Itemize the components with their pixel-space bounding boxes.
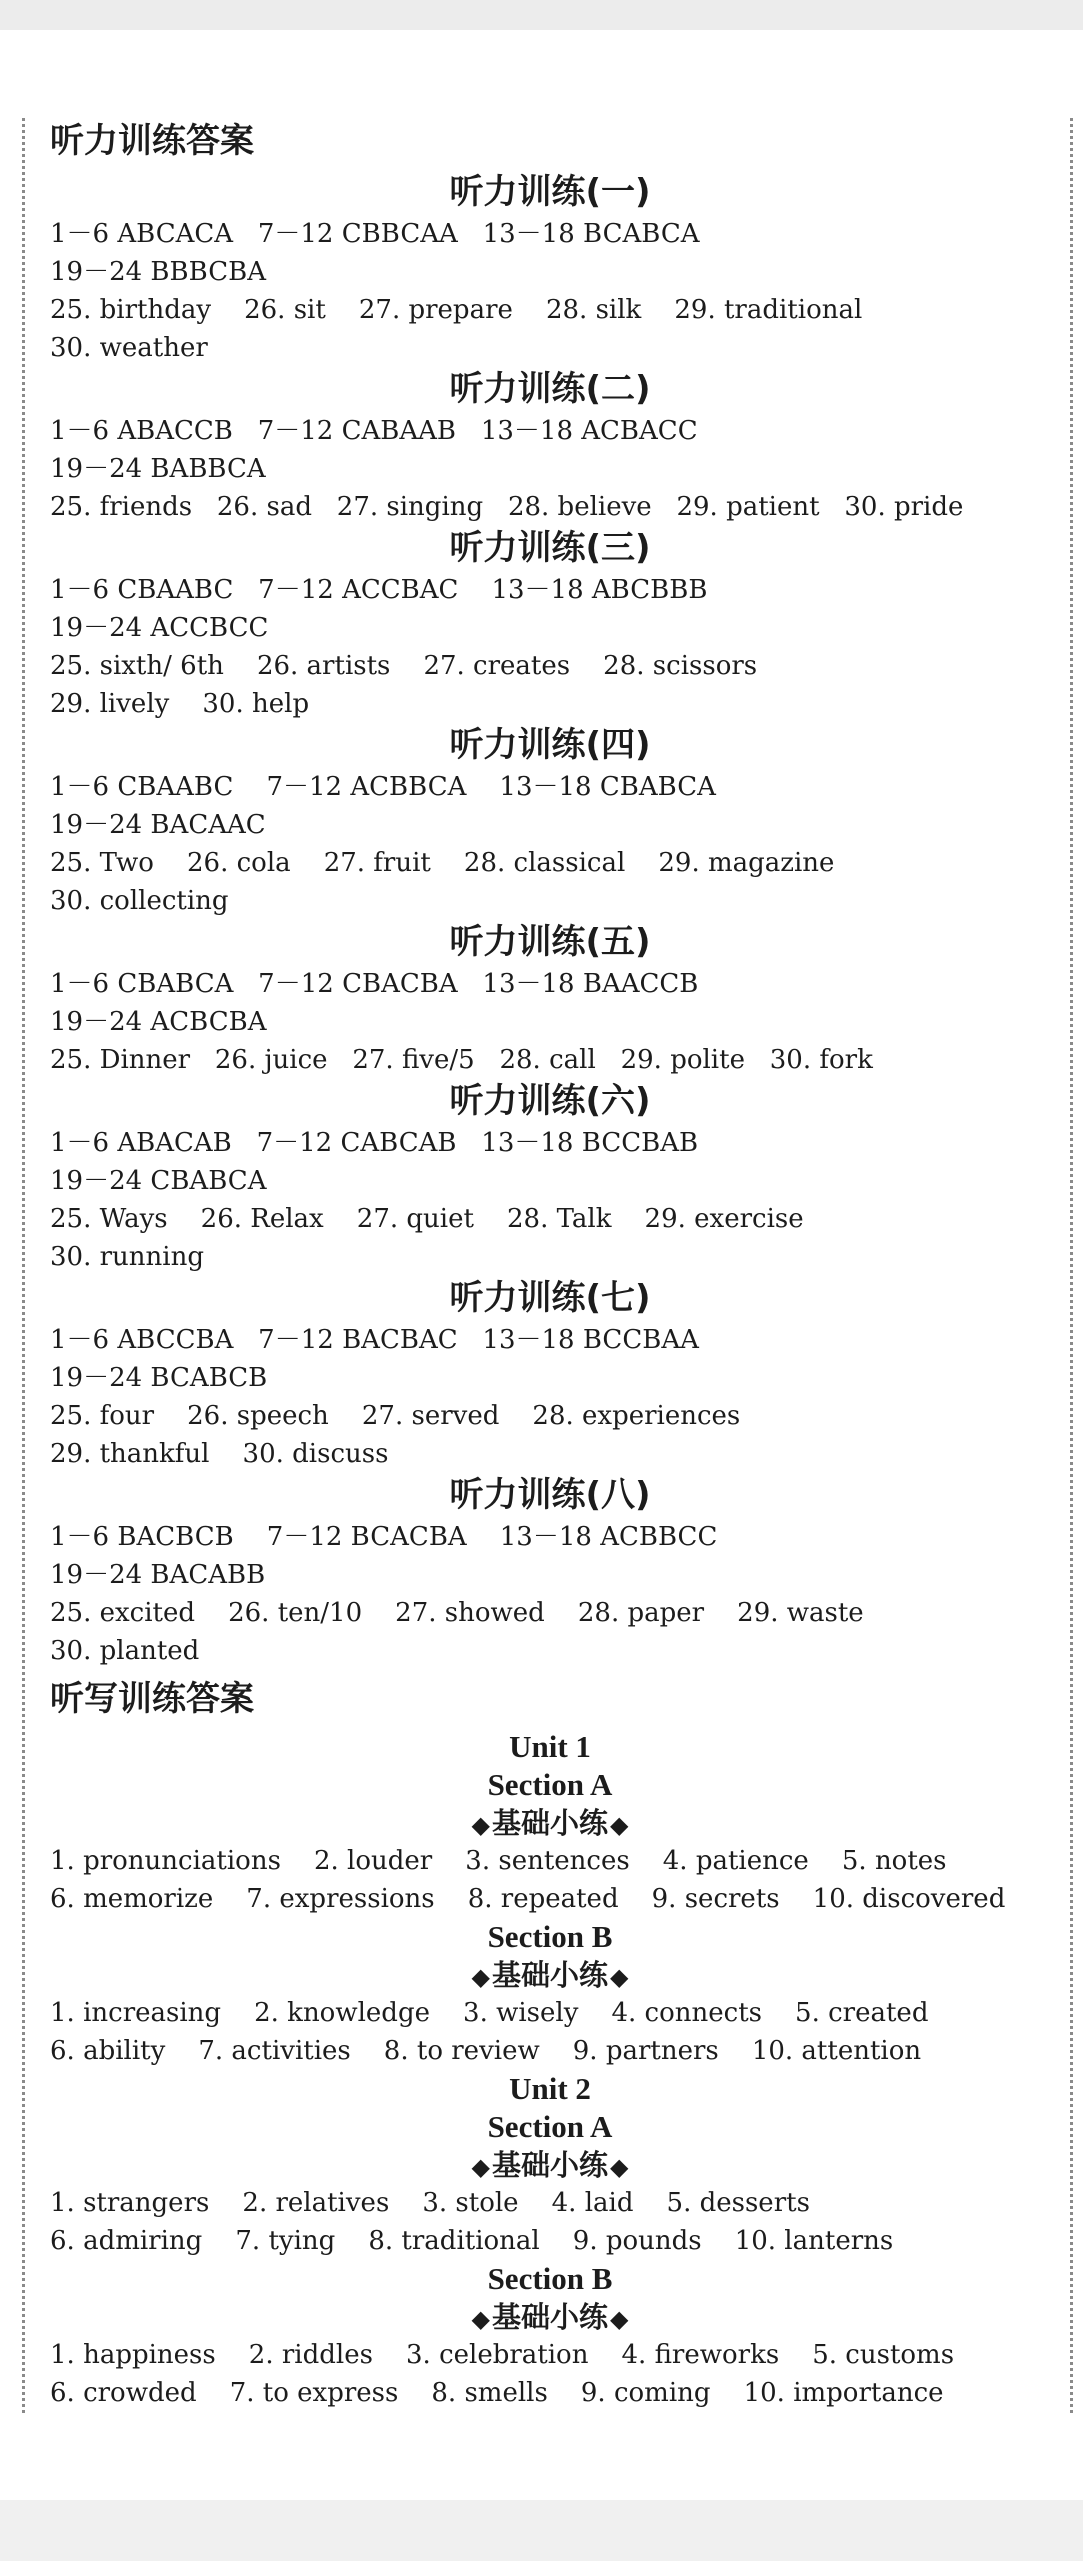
answer-line: 1－6 ABCACA 7－12 CBBCAA 13－18 BCABCA xyxy=(50,219,700,249)
basics-label-text: 基础小练 xyxy=(491,1806,608,1840)
answer-line: 19－24 CBABCA xyxy=(50,1166,267,1196)
diamond-icon: ◆ xyxy=(610,2305,629,2333)
listening-set-3 xyxy=(50,526,1050,723)
listening-set-title: 听力训练(八) xyxy=(449,1475,651,1515)
listening-set-title: 听力训练(四) xyxy=(449,725,651,765)
answer-line: 1－6 ABACAB 7－12 CABCAB 13－18 BCCBAB xyxy=(50,1128,699,1158)
answer-line: 1－6 CBAABC 7－12 ACCBAC 13－18 ABCBBB xyxy=(50,575,708,605)
diamond-icon: ◆ xyxy=(471,1811,490,1839)
answer-line: 30. running xyxy=(50,1242,204,1272)
diamond-icon: ◆ xyxy=(471,2153,490,2181)
answer-line: 6. memorize 7. expressions 8. repeated 9. secrets 10. discovered xyxy=(50,1884,1006,1914)
section-title: Section A xyxy=(487,1767,613,1802)
right-dotted-rule xyxy=(1070,118,1073,2413)
diamond-icon: ◆ xyxy=(471,2305,490,2333)
answer-line: 1. increasing 2. knowledge 3. wisely 4. connects 5. created xyxy=(50,1998,929,2028)
left-dotted-rule xyxy=(22,118,25,2413)
answer-line: 1. happiness 2. riddles 3. celebration 4. fireworks 5. customs xyxy=(50,2340,955,2370)
unit-title: Unit 2 xyxy=(509,2071,591,2106)
diamond-icon: ◆ xyxy=(471,1963,490,1991)
answer-line: 25. birthday 26. sit 27. prepare 28. silk 29. traditional xyxy=(50,295,863,325)
answer-line: 25. four 26. speech 27. served 28. experiences xyxy=(50,1401,741,1431)
listening-set-6 xyxy=(50,1079,1050,1276)
basics-practice-label xyxy=(50,2146,1050,2184)
answer-line: 30. weather xyxy=(50,333,208,363)
listening-set-title: 听力训练(二) xyxy=(449,369,651,409)
answer-line: 1－6 ABCCBA 7－12 BACBAC 13－18 BCCBAA xyxy=(50,1325,699,1355)
answer-line: 6. crowded 7. to express 8. smells 9. coming 10. importance xyxy=(50,2378,944,2408)
basics-practice-label xyxy=(50,1956,1050,1994)
dictation-answers-heading: 听写训练答案 xyxy=(50,1679,254,1719)
top-margin xyxy=(0,0,1083,30)
answer-line: 19－24 BCABCB xyxy=(50,1363,268,1393)
answer-line: 25. Two 26. cola 27. fruit 28. classical 29. magazine xyxy=(50,848,835,878)
listening-set-4 xyxy=(50,723,1050,920)
answer-line: 1－6 CBAABC 7－12 ACBBCA 13－18 CBABCA xyxy=(50,772,716,802)
diamond-icon: ◆ xyxy=(610,1811,629,1839)
answer-line: 1. pronunciations 2. louder 3. sentences 4. patience 5. notes xyxy=(50,1846,947,1876)
unit-1 xyxy=(50,1728,1050,2070)
diamond-icon: ◆ xyxy=(610,2153,629,2181)
listening-set-2 xyxy=(50,367,1050,526)
basics-practice-label xyxy=(50,1804,1050,1842)
answer-content xyxy=(50,112,1050,2412)
listening-answers-heading: 听力训练答案 xyxy=(50,121,254,161)
answer-line: 30. collecting xyxy=(50,886,229,916)
listening-set-title: 听力训练(五) xyxy=(449,922,651,962)
answer-line: 25. Ways 26. Relax 27. quiet 28. Talk 29. exercise xyxy=(50,1204,804,1234)
answer-line: 19－24 ACCBCC xyxy=(50,613,269,643)
answer-line: 19－24 BBBCBA xyxy=(50,257,267,287)
answer-line: 19－24 BACAAC xyxy=(50,810,266,840)
listening-set-title: 听力训练(三) xyxy=(449,528,651,568)
answer-line: 1－6 BACBCB 7－12 BCACBA 13－18 ACBBCC xyxy=(50,1522,718,1552)
listening-set-title: 听力训练(七) xyxy=(449,1278,651,1318)
basics-practice-label xyxy=(50,2298,1050,2336)
section-title: Section B xyxy=(487,1919,613,1954)
listening-set-7 xyxy=(50,1276,1050,1473)
answer-line: 6. ability 7. activities 8. to review 9. partners 10. attention xyxy=(50,2036,922,2066)
basics-label-text: 基础小练 xyxy=(491,2148,608,2182)
listening-set-8 xyxy=(50,1473,1050,1670)
answer-line: 19－24 BABBCA xyxy=(50,454,266,484)
answer-line: 25. excited 26. ten/10 27. showed 28. paper 29. waste xyxy=(50,1598,864,1628)
listening-set-1 xyxy=(50,170,1050,367)
listening-set-5 xyxy=(50,920,1050,1079)
answer-line: 30. planted xyxy=(50,1636,200,1666)
listening-set-title: 听力训练(六) xyxy=(449,1081,651,1121)
answer-line: 1－6 ABACCB 7－12 CABAAB 13－18 ACBACC xyxy=(50,416,698,446)
section-title: Section B xyxy=(487,2261,613,2296)
listening-set-title: 听力训练(一) xyxy=(449,172,651,212)
unit-title: Unit 1 xyxy=(509,1729,591,1764)
basics-label-text: 基础小练 xyxy=(491,2300,608,2334)
answer-line: 25. sixth/ 6th 26. artists 27. creates 28. scissors xyxy=(50,651,758,681)
answer-line: 19－24 ACBCBA xyxy=(50,1007,267,1037)
answer-line: 25. friends 26. sad 27. singing 28. believe 29. patient 30. pride xyxy=(50,492,964,522)
answer-line: 1－6 CBABCA 7－12 CBACBA 13－18 BAACCB xyxy=(50,969,699,999)
answer-line: 29. lively 30. help xyxy=(50,689,310,719)
diamond-icon: ◆ xyxy=(610,1963,629,1991)
answer-line: 25. Dinner 26. juice 27. five/5 28. call 29. polite 30. fork xyxy=(50,1045,873,1075)
answer-line: 1. strangers 2. relatives 3. stole 4. laid 5. desserts xyxy=(50,2188,810,2218)
unit-2 xyxy=(50,2070,1050,2412)
bottom-margin xyxy=(0,2500,1083,2561)
answer-line: 19－24 BACABB xyxy=(50,1560,266,1590)
section-title: Section A xyxy=(487,2109,613,2144)
answer-line: 6. admiring 7. tying 8. traditional 9. pounds 10. lanterns xyxy=(50,2226,894,2256)
basics-label-text: 基础小练 xyxy=(491,1958,608,1992)
answer-line: 29. thankful 30. discuss xyxy=(50,1439,389,1469)
